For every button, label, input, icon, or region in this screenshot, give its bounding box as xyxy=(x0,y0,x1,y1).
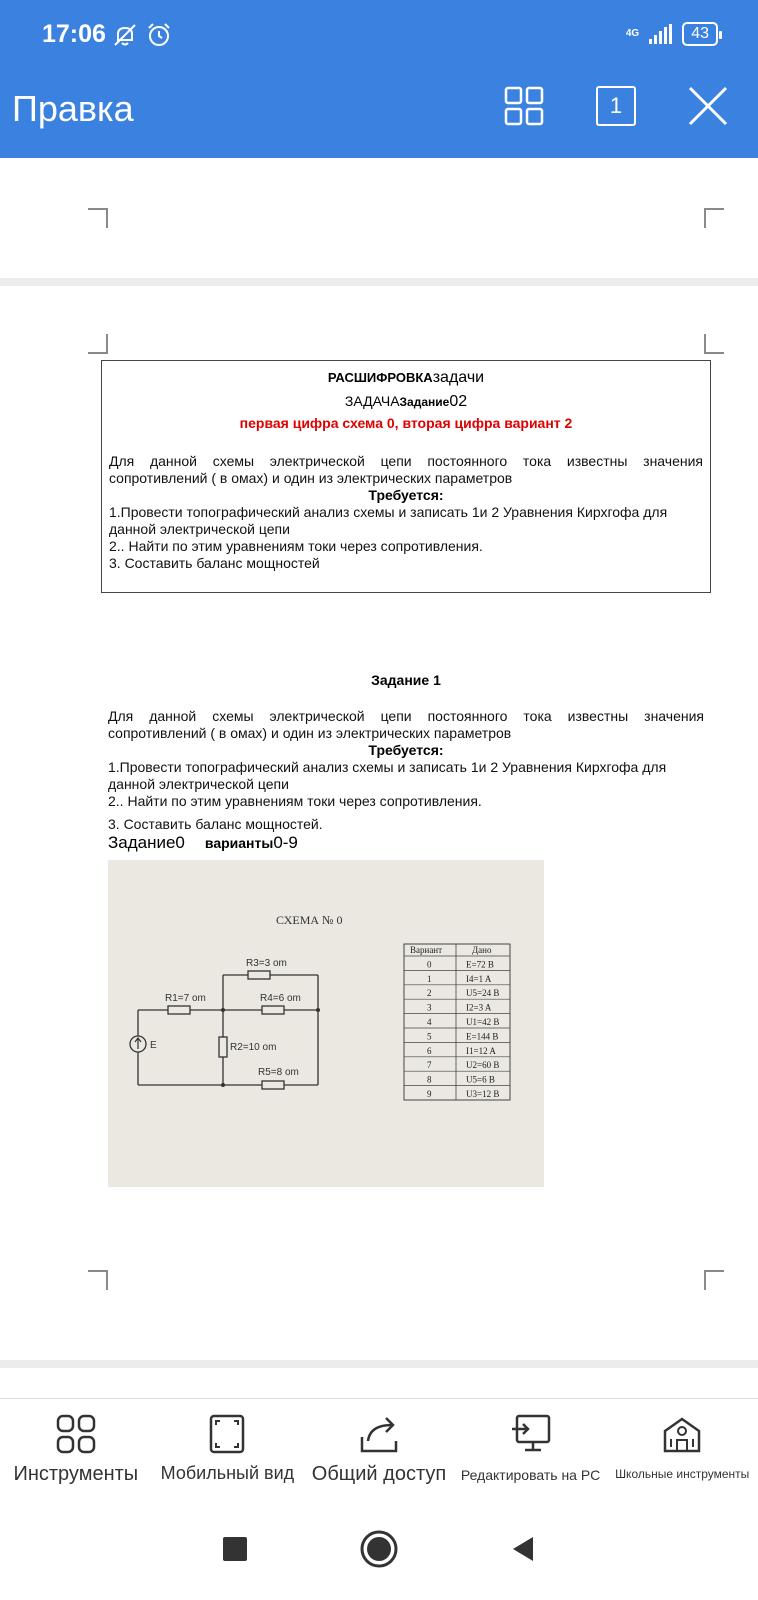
grid-view-icon[interactable] xyxy=(504,86,544,126)
table-cell-given: I2=3 A xyxy=(466,1002,492,1013)
edit-on-pc-icon xyxy=(510,1413,552,1455)
top-bar xyxy=(0,0,758,158)
school-tools-label: Школьные инструменты xyxy=(615,1467,750,1481)
subtitle-b: Задание xyxy=(399,395,450,409)
page-corner-mark xyxy=(88,334,108,354)
r2-label: R2=10 om xyxy=(230,1042,277,1053)
status-time: 17:06 xyxy=(42,20,106,48)
task1-intro: Для данной схемы электрической цепи постоянного тока известны значения сопротивлений ( в омах) и один из электрических параметров xyxy=(108,708,704,741)
share-icon xyxy=(358,1413,400,1455)
status-right xyxy=(626,22,718,46)
table-header-given: Дано xyxy=(472,945,492,955)
page-corner-mark xyxy=(88,208,108,228)
school-icon xyxy=(661,1413,703,1455)
variants-range: 0-9 xyxy=(273,833,298,852)
circuit-diagram xyxy=(108,860,544,1187)
r4-label: R4=6 om xyxy=(260,993,301,1004)
subtitle-a: ЗАДАЧА xyxy=(344,393,400,409)
table-header-variant: Вариант xyxy=(410,945,443,955)
school-tools-button[interactable] xyxy=(606,1399,758,1498)
page-separator xyxy=(0,278,758,286)
table-cell-variant: 1 xyxy=(427,973,432,984)
share-button[interactable] xyxy=(303,1399,455,1498)
status-icons xyxy=(112,22,172,48)
table-cell-variant: 8 xyxy=(427,1074,432,1085)
page-counter: 1 xyxy=(609,93,623,118)
table-cell-variant: 6 xyxy=(427,1045,432,1056)
task-box xyxy=(101,360,711,593)
notifications-off-icon xyxy=(112,22,138,48)
tools-button[interactable] xyxy=(0,1399,152,1498)
app-actions xyxy=(504,86,728,126)
page-corner-mark xyxy=(704,334,724,354)
task-box-subtitle xyxy=(109,393,703,411)
table-cell-given: E=144 B xyxy=(466,1031,499,1042)
table-cell-given: I4=1 A xyxy=(466,973,492,984)
battery-icon xyxy=(682,22,718,46)
scheme-title: СХЕМА № 0 xyxy=(276,913,343,927)
r5-label: R5=8 om xyxy=(258,1067,299,1078)
table-cell-variant: 7 xyxy=(427,1060,432,1071)
alarm-icon xyxy=(146,22,172,48)
table-cell-given: U5=24 B xyxy=(466,988,500,999)
bottom-toolbar xyxy=(0,1398,758,1498)
zad-label: Задание0 xyxy=(108,833,185,852)
task-box-title xyxy=(109,369,703,387)
home-icon[interactable] xyxy=(359,1529,399,1569)
app-title: Правка xyxy=(12,88,134,129)
task-box-required: Требуется: xyxy=(368,487,444,503)
table-cell-given: U3=12 B xyxy=(466,1089,500,1099)
task-box-item-2: 2.. Найти по этим уравнениям токи через сопротивления. xyxy=(109,538,483,554)
task1-section xyxy=(108,672,704,853)
mobile-view-label: Мобильный вид xyxy=(160,1463,295,1483)
table-cell-given: E=72 B xyxy=(466,959,494,970)
task1-item-3: 3. Составить баланс мощностей. xyxy=(108,816,323,832)
page-separator xyxy=(0,1360,758,1368)
table-cell-variant: 2 xyxy=(427,988,432,999)
variant-table xyxy=(404,944,510,1100)
back-icon[interactable] xyxy=(509,1535,537,1563)
edit-on-pc-button[interactable] xyxy=(455,1399,607,1498)
e-label: E xyxy=(150,1040,157,1051)
table-cell-given: U1=42 B xyxy=(466,1017,500,1027)
task-box-item-3: 3. Составить баланс мощностей xyxy=(109,555,320,571)
close-icon[interactable] xyxy=(688,86,728,126)
variants-bold: варианты xyxy=(204,835,274,851)
task1-item-1: 1.Провести топографический анализ схемы и записать 1и 2 Уравнения Кирхгофа для данной электрической цепи xyxy=(108,759,667,792)
table-cell-variant: 3 xyxy=(427,1002,432,1013)
scheme-photo xyxy=(108,860,544,1187)
recents-icon[interactable] xyxy=(221,1535,249,1563)
network-type: 4G xyxy=(625,28,640,39)
r3-label: R3=3 om xyxy=(246,958,287,969)
table-cell-variant: 0 xyxy=(427,959,432,970)
table-cell-given: U5=6 B xyxy=(466,1074,495,1085)
task1-item-2: 2.. Найти по этим уравнениям токи через сопротивления. xyxy=(108,793,482,809)
task1-required: Требуется: xyxy=(368,742,444,758)
mobile-view-button[interactable] xyxy=(152,1399,304,1498)
table-cell-variant: 9 xyxy=(427,1089,432,1099)
title-rest: задачи xyxy=(432,369,485,386)
document-viewer[interactable] xyxy=(0,158,758,1398)
share-label: Общий доступ xyxy=(311,1463,447,1485)
task-box-red-line: первая цифра схема 0, вторая цифра вариант 2 xyxy=(239,415,573,431)
signal-icon xyxy=(649,24,672,44)
tools-label: Инструменты xyxy=(13,1463,139,1485)
page-counter-button[interactable] xyxy=(596,86,636,126)
table-cell-variant: 5 xyxy=(427,1031,432,1042)
task-variants-line xyxy=(108,833,704,853)
title-bold: РАСШИФРОВКА xyxy=(327,370,433,385)
tools-grid-icon xyxy=(55,1413,97,1455)
mobile-view-icon xyxy=(206,1413,248,1455)
table-cell-variant: 4 xyxy=(427,1017,432,1027)
table-cell-given: U2=60 B xyxy=(466,1060,500,1071)
network-indicator xyxy=(626,29,639,39)
edit-on-pc-label: Редактировать на PC xyxy=(460,1467,601,1483)
system-nav-bar xyxy=(0,1498,758,1600)
task-box-item-1: 1.Провести топографический анализ схемы и записать 1и 2 Уравнения Кирхгофа для данной электрической цепи xyxy=(109,504,668,537)
page-corner-mark xyxy=(704,208,724,228)
subtitle-c: 02 xyxy=(449,393,468,410)
page-corner-mark xyxy=(88,1270,108,1290)
task-box-intro: Для данной схемы электрической цепи постоянного тока известны значения сопротивлений ( в омах) и один из электрических параметров xyxy=(109,453,703,486)
task1-heading: Задание 1 xyxy=(371,672,441,688)
battery-level: 43 xyxy=(691,25,709,42)
page-corner-mark xyxy=(704,1270,724,1290)
table-cell-given: I1=12 A xyxy=(466,1045,496,1056)
r1-label: R1=7 om xyxy=(165,993,206,1004)
